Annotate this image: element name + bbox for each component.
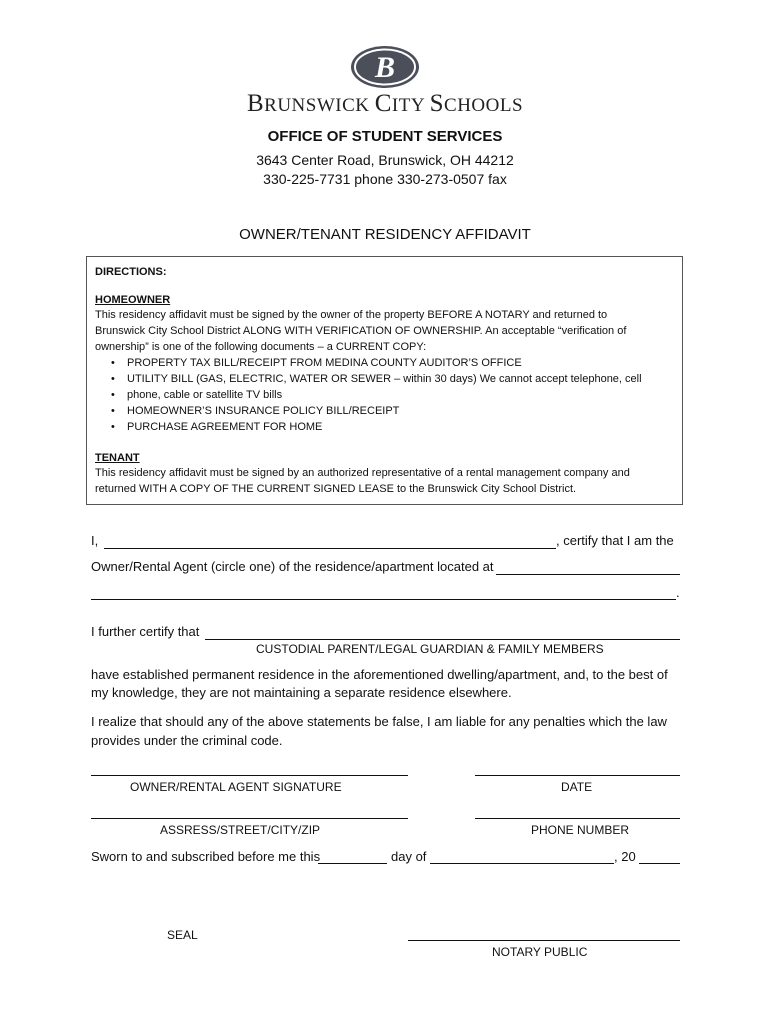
list-item: • UTILITY BILL (GAS, ELECTRIC, WATER OR SEWER – within 30 days) We cannot accept telephone, cell <box>127 371 667 387</box>
directions-heading: DIRECTIONS: <box>95 266 167 278</box>
phone-label: PHONE NUMBER <box>531 823 630 837</box>
owner-agent-label: Owner/Rental Agent (circle one) of the residence/apartment located at <box>91 559 494 574</box>
year-prefix-label: , 20 <box>614 849 636 864</box>
homeowner-text-line: Brunswick City School District ALONG WITH VERIFICATION OF OWNERSHIP. An acceptable “verification of <box>95 325 627 337</box>
logo-letter: B <box>374 51 396 84</box>
certify-label: , certify that I am the <box>556 533 674 548</box>
tenant-heading: TENANT <box>95 452 140 464</box>
owner-signature-label: OWNER/RENTAL AGENT SIGNATURE <box>130 780 342 794</box>
name-field[interactable] <box>104 548 556 549</box>
list-item: • PURCHASE AGREEMENT FOR HOME <box>127 419 667 435</box>
tenant-text-line: This residency affidavit must be signed by an authorized representative of a rental management company and <box>95 467 630 479</box>
list-item-continuation: • phone, cable or satellite TV bills <box>127 387 667 403</box>
homeowner-text-line: ownership” is one of the following documents – a CURRENT COPY: <box>95 341 427 353</box>
list-item: • PROPERTY TAX BILL/RECEIPT FROM MEDINA COUNTY AUDITOR’S OFFICE <box>127 355 667 371</box>
school-name-part: S <box>429 90 445 117</box>
family-members-field[interactable] <box>205 639 680 640</box>
seal-label: SEAL <box>167 928 198 942</box>
phone-field[interactable] <box>475 818 680 819</box>
address-field[interactable] <box>91 818 408 819</box>
school-name-part: ITY <box>391 95 430 116</box>
liability-text-line: provides under the criminal code. <box>91 733 283 748</box>
sworn-label: Sworn to and subscribed before me this <box>91 849 321 864</box>
ownership-documents-list <box>109 355 667 435</box>
address-period: . <box>676 585 680 600</box>
further-certify-label: I further certify that <box>91 624 200 639</box>
school-logo-emblem <box>349 44 421 90</box>
date-field[interactable] <box>475 775 680 776</box>
form-title: OWNER/TENANT RESIDENCY AFFIDAVIT <box>239 226 531 243</box>
tenant-text-line: returned WITH A COPY OF THE CURRENT SIGNED LEASE to the Brunswick City School District. <box>95 483 577 495</box>
day-of-label: day of <box>391 849 427 864</box>
homeowner-text-line: This residency affidavit must be signed by the owner of the property BEFORE A NOTARY and returned to <box>95 309 608 321</box>
liability-text-line: I realize that should any of the above statements be false, I am liable for any penalties which the law <box>91 714 667 729</box>
residence-text-line: my knowledge, they are not maintaining a separate residence elsewhere. <box>91 685 512 700</box>
directions-box <box>86 256 683 505</box>
school-name-part: CHOOLS <box>444 95 524 116</box>
notary-signature-field[interactable] <box>408 940 680 941</box>
residence-text-line: have established permanent residence in the aforementioned dwelling/apartment, and, to the best of <box>91 667 668 682</box>
custodial-caption: CUSTODIAL PARENT/LEGAL GUARDIAN & FAMILY MEMBERS <box>256 642 604 656</box>
school-name-part: RUNSWICK <box>264 95 375 116</box>
list-item: • HOMEOWNER’S INSURANCE POLICY BILL/RECEIPT <box>127 403 667 419</box>
sworn-month-field[interactable] <box>430 863 614 864</box>
school-logo <box>0 44 770 95</box>
school-name-part: B <box>246 90 265 117</box>
office-phone-fax: 330-225-7731 phone 330-273-0507 fax <box>263 171 507 187</box>
date-label: DATE <box>561 780 593 794</box>
residence-address-field[interactable] <box>496 574 680 575</box>
homeowner-heading: HOMEOWNER <box>95 294 171 306</box>
school-name <box>0 90 770 118</box>
sworn-year-field[interactable] <box>639 863 680 864</box>
notary-label: NOTARY PUBLIC <box>492 945 588 959</box>
i-label: I, <box>91 533 99 548</box>
owner-signature-field[interactable] <box>91 775 408 776</box>
residence-address-field-2[interactable] <box>91 599 676 600</box>
sworn-day-field[interactable] <box>318 863 387 864</box>
office-title: OFFICE OF STUDENT SERVICES <box>267 128 503 145</box>
address-label: ASSRESS/STREET/CITY/ZIP <box>160 823 321 837</box>
office-address: 3643 Center Road, Brunswick, OH 44212 <box>256 152 514 168</box>
school-name-part: C <box>374 90 392 117</box>
